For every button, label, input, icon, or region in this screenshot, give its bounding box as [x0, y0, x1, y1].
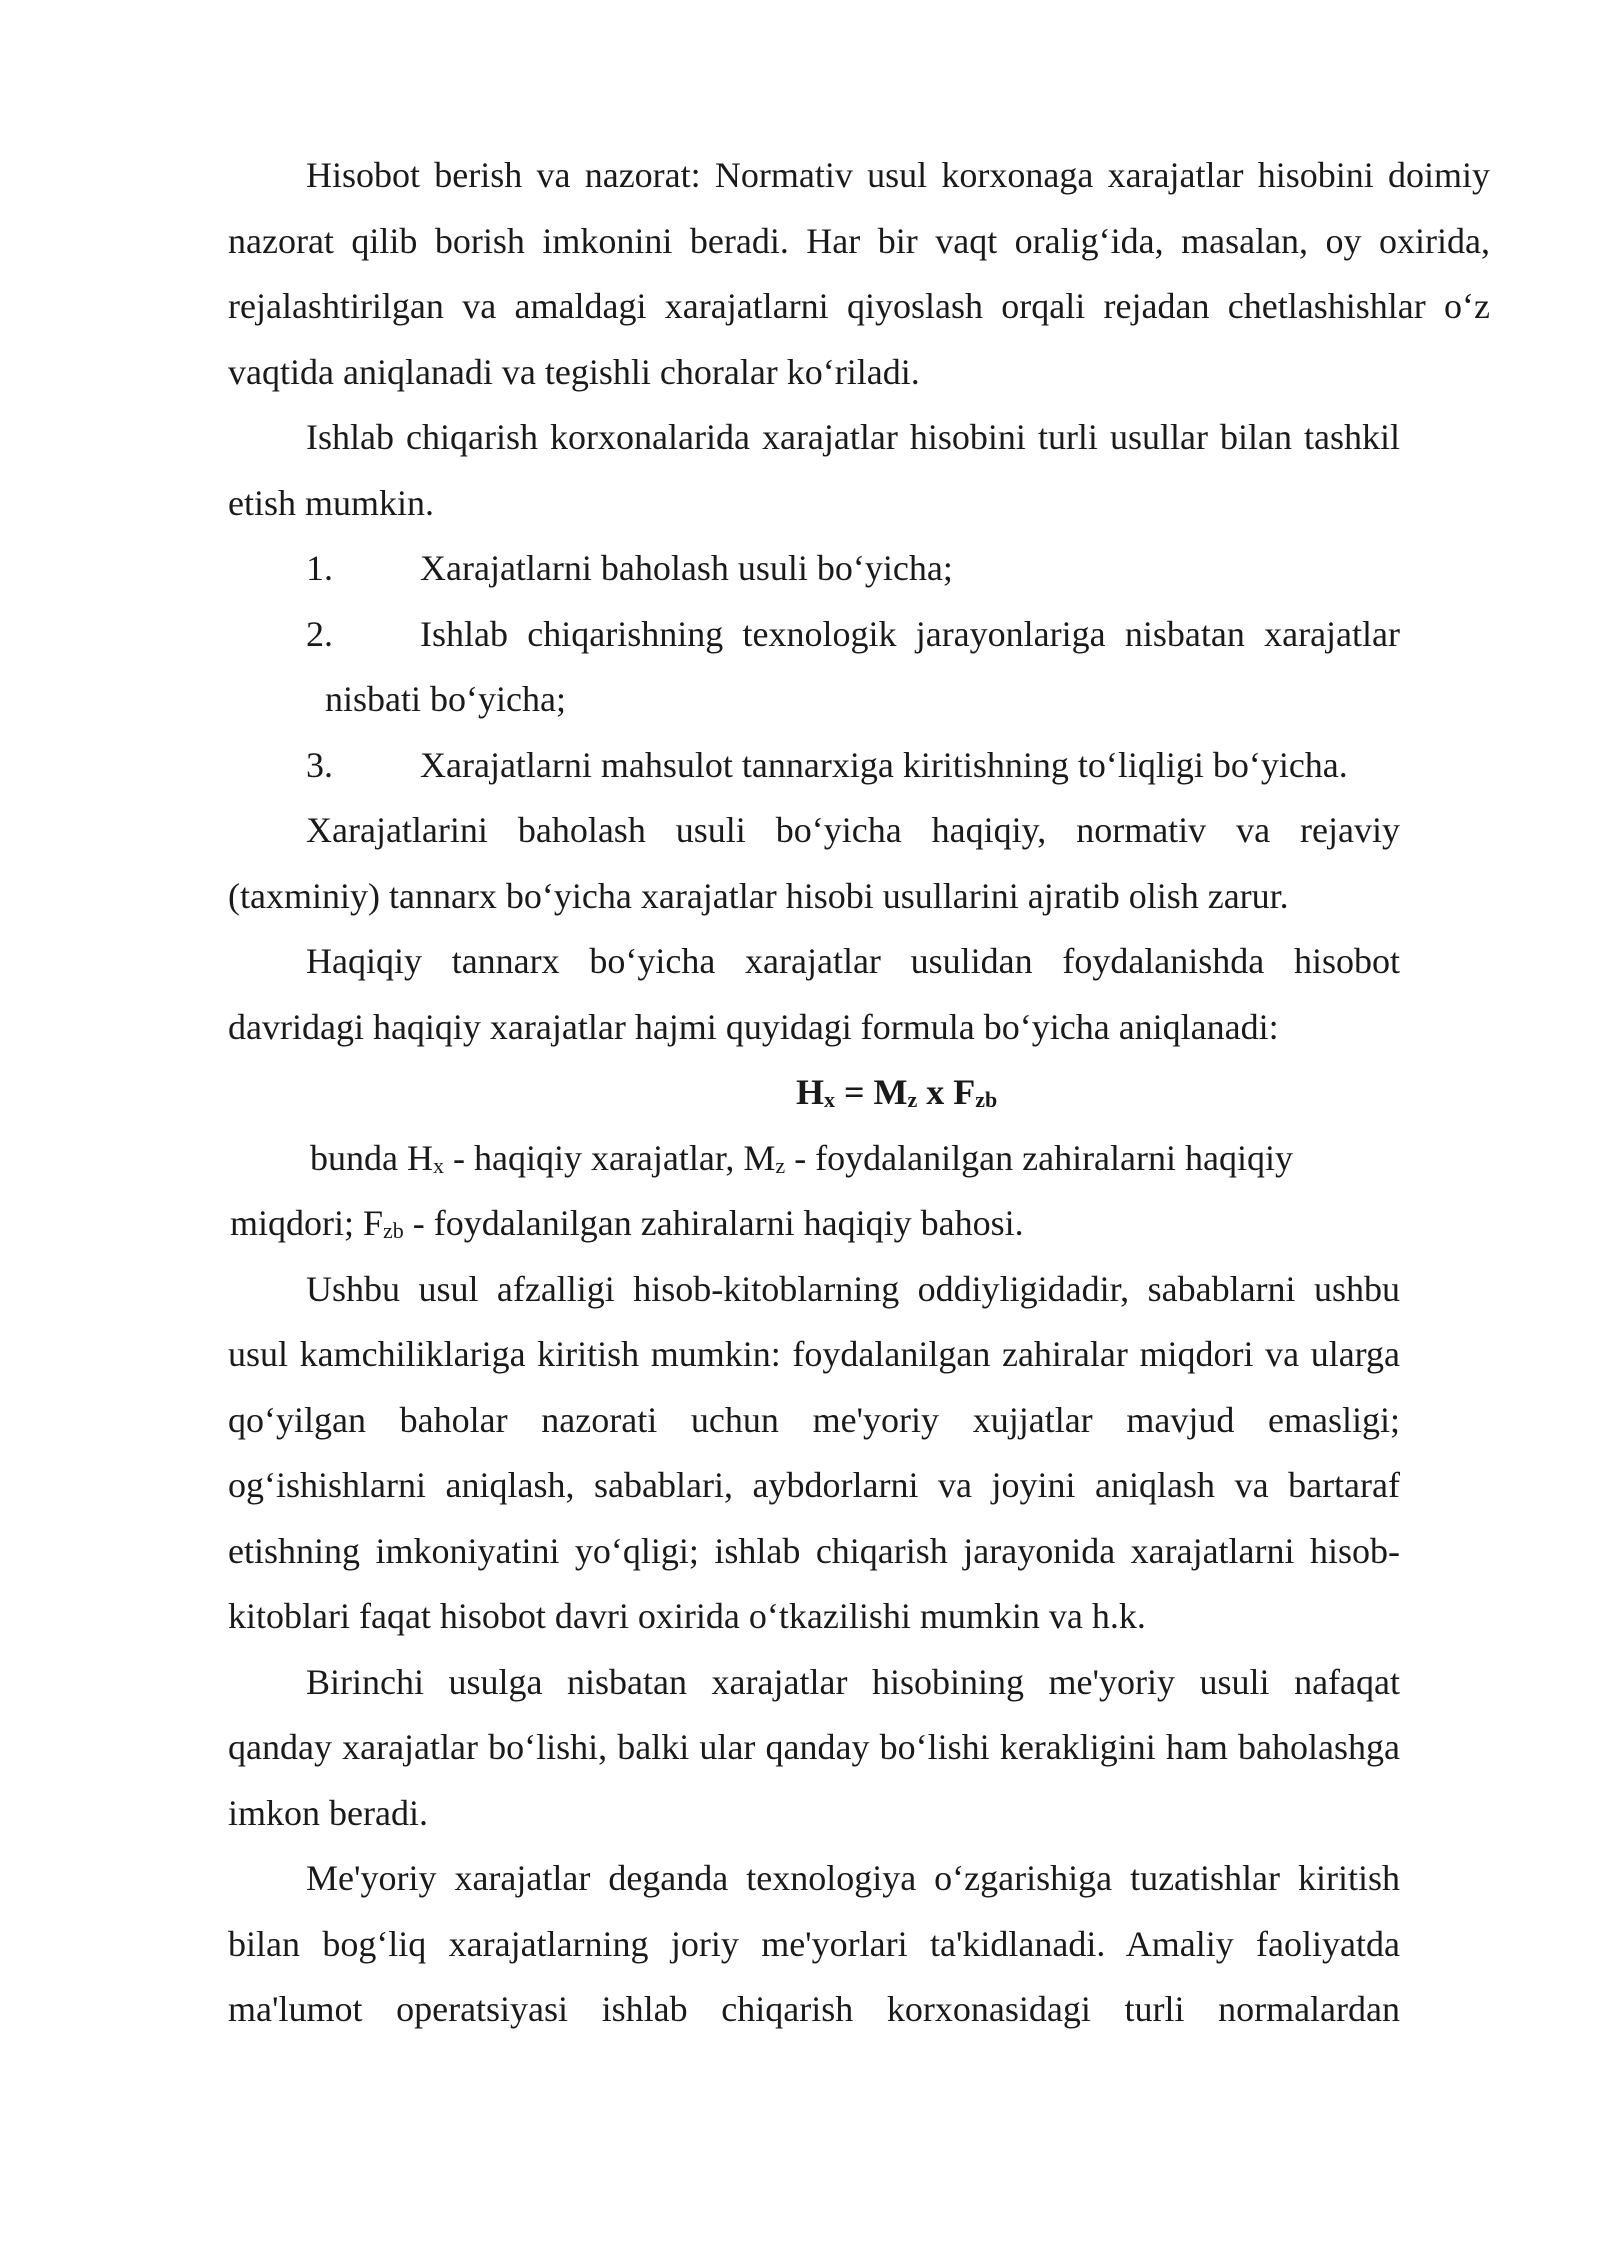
- formula-definition-line-1: bunda $H_x$ - haqiqiy xarajatlar, $M_z$ - foydalanilgan zahiralarni haqiqiy: [310, 1137, 1293, 1178]
- paragraph-normative-method: Birinchi usulga nisbatan xarajatlar hisobining me'yoriy usuli nafaqat qanday xarajatlar bo‘lishi, balki ular qanday bo‘lishi kerakligini ham baholashga imkon beradi.: [228, 1661, 1400, 1833]
- paragraph-actual-cost-formula-intro: Haqiqiy tannarx bo‘yicha xarajatlar usulidan foydalanishda hisobot davridagi haqiqiy xarajatlar hajmi quyidagi formula bo‘yicha aniqlanadi:: [228, 941, 1400, 1047]
- paragraph-valuation-method: Xarajatlarini baholash usuli bo‘yicha haqiqiy, normativ va rejaviy (taxminiy) tannarx bo‘yicha xarajatlar hisobi usullarini ajratib olish zarur.: [228, 810, 1400, 916]
- paragraph-reporting-control: Hisobot berish va nazorat: Normativ usul korxonaga xarajatlar hisobini doimiy nazorat qilib borish imkonini beradi. Har bir vaqt oralig‘ida, masalan, oy oxirida, rejalashtirilgan va amaldagi xarajatlarni qiyoslash orqali rejadan chetlashishlar o‘z vaqtida aniqlanadi va tegishli choralar ko‘riladi.: [228, 155, 1490, 392]
- list-item: [228, 733, 1400, 799]
- list-text: Xarajatlarni baholash usuli bo‘yicha;: [420, 548, 953, 588]
- list-text: Ishlab chiqarishning texnologik jarayonlariga nisbatan xarajatlar nisbati bo‘yicha;: [325, 613, 1400, 719]
- list-number: 3.: [306, 744, 333, 785]
- formula-definition-line-2: miqdori; $F_{zb}$ - foydalanilgan zahiralarni haqiqiy bahosi.: [230, 1203, 1024, 1243]
- document-body: [228, 143, 1490, 2043]
- list-item: [228, 602, 1400, 733]
- paragraph-normative-costs: Me'yoriy xarajatlar deganda texnologiya o‘zgarishiga tuzatishlar kiritish bilan bog‘liq xarajatlarning joriy me'yorlari ta'kidlanadi. Amaliy faoliyatda ma'lumot operatsiyasi ishlab chiqarish korxonasidagi turli normalardan: [228, 1858, 1400, 2029]
- list-text: Xarajatlarni mahsulot tannarxiga kiritishning to‘liqligi bo‘yicha.: [420, 744, 1348, 785]
- list-number: 2.: [306, 613, 333, 654]
- paragraph-cost-accounting-methods: Ishlab chiqarish korxonalarida xarajatlar hisobini turli usullar bilan tashkil etish mumkin.: [228, 417, 1400, 523]
- cost-formula: $H_x = M_z$ x $F_{zb}$: [796, 1072, 998, 1112]
- paragraph-method-advantages: Ushbu usul afzalligi hisob-kitoblarning oddiyligidadir, sabablarni ushbu usul kamchiliklariga kiritish mumkin: foydalanilgan zahiralar miqdori va ularga qo‘yilgan baholar nazorati uchun me'yoriy xujjatlar mavjud emasligi; og‘ishishlarni aniqlash, sabablari, aybdorlarni va joyini aniqlash va bartaraf etishning imkoniyatini yo‘qligi; ishlab chiqarish jarayonida xarajatlarni hisob-kitoblari faqat hisobot davri oxirida o‘tkazilishi mumkin va h.k.: [228, 1268, 1400, 1636]
- list-item: [228, 536, 1400, 602]
- list-number: 1.: [306, 548, 333, 588]
